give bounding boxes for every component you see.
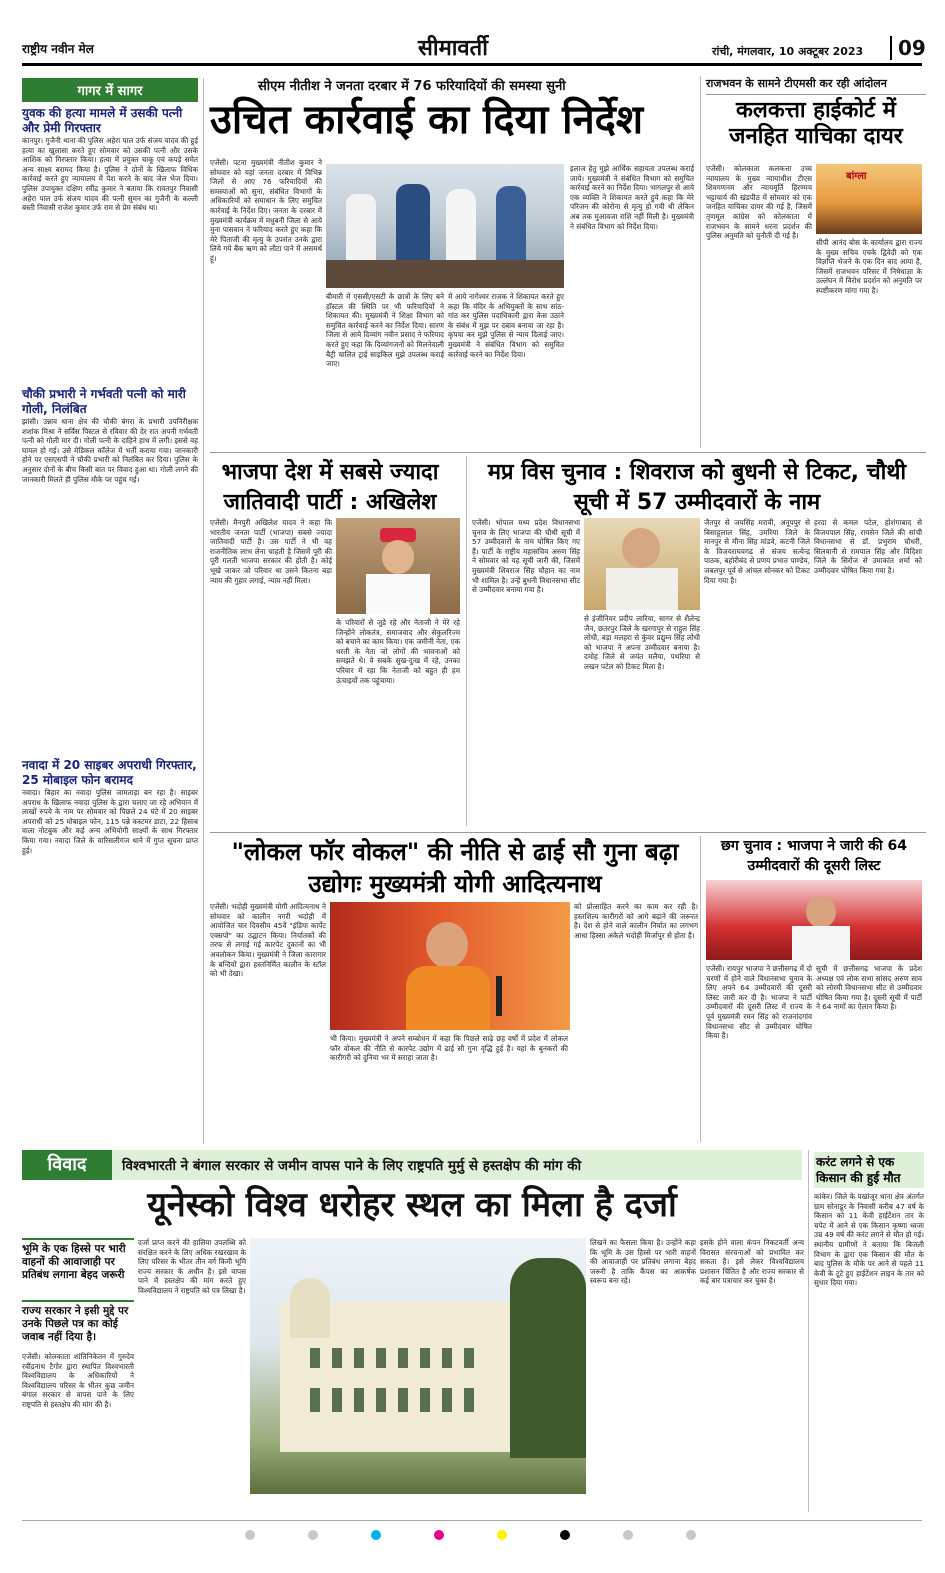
vivad-pull-2: राज्य सरकार ने इसी मुद्दे पर उनके पिछले पत्र का कोई जवाब नहीं दिया है। <box>22 1300 134 1344</box>
cg-col-2: सूची में छत्तीसगढ़ भाजपा के प्रदेश अध्यक्ष एवं लोक सभा सांसद अरुण साव को लोरमी विधानसभा सीट से उम्मीदवार घोषित किया गया है। दूसरी सूची में पार्टी ने 64 नामों का ऐलान किया है। <box>816 964 922 1012</box>
yogi-col-2: भी किया। मुख्यमंत्री ने अपने सम्बोधन में कहा कि पिछले साढ़े छह वर्षों में प्रदेश में लोकल फॉर वोकल की नीति से कारपेट उद्योग में ढाई सौ गुना वृद्धि हुई है। यहां के बुनकरों की कारीगरी को दुनिया भर में सराहा जाता है। <box>330 1034 568 1063</box>
registration-dot <box>560 1530 570 1540</box>
registration-dot <box>497 1530 507 1540</box>
story-head-jhansi: चौकी प्रभारी ने गर्भवती पत्नी को मारी गोली, निलंबित <box>22 387 186 416</box>
vivad-headline: यूनेस्को विश्व धरोहर स्थल का मिला है दर्जा <box>147 1185 677 1225</box>
yogi-col-1: एजेंसी। भदोही मुख्यमंत्री योगी आदित्यनाथ ने सोमवार को कालीन नगरी भदोही में आयोजित चार दिवसीय 45वें "इंडिया कार्पेट एक्सपो" का उद्घाटन किया। निर्यातकों की तरफ से लगाई गई कारपेट दुकानों का भी अवलोकन किया। मुख्यमंत्री ने जिला कारागार के बन्दियों द्वारा हस्तनिर्मित कालीन के स्टॉल को भी देखा। <box>210 902 326 979</box>
akhilesh-col-1: एजेंसी। मैनपुरी अखिलेश यादव ने कहा कि भारतीय जनता पार्टी (भाजपा) सबसे ज्यादा जातिवादी पार्टी है। उस पार्टी ने भी वह राजनीतिक लाभ लेना चाहती है जिसमें पूरी की पूरी गलती भाजपा सरकार की होती है। कोई भूखे जाकर जो परिवार था उसने कितना बड़ा न्याय की गुहार लगाई, न्याय नहीं मिला। <box>210 518 332 585</box>
top-story-col-2: बीमारी में एससी/एसटी के छात्रों के लिए बने हॉस्टल की स्थिति पर भी फरियादियों ने शिकायत की। मुख्यमंत्री ने शिक्षा विभाग को समुचित कार्रवाई करने का निर्देश दिया। सारण जिला से आये दिव्यांग नवीन प्रसाद ने फरियाद करते हुए कहा कि दिव्यांगजनों को मिलनेवाली बैट्री चालित ट्राई साइकिल मुझे उपलब्ध कराई जाए। <box>326 292 444 369</box>
akhilesh-photo <box>336 518 460 614</box>
registration-dot <box>245 1530 255 1540</box>
top-story-col-1: एजेंसी। पटना मुख्यमंत्री नीतीश कुमार ने सोमवार को यहां जनता दरबार में विभिन्न जिलों से आए 76 फरियादियों की समस्याओं को सुना, संबंधित विभागों के अधिकारियों को समाधान के लिए समुचित कार्रवाई के निर्देश दिए। जनता के दरबार में मुख्यमंत्री कार्यक्रम में मधुबनी जिला से आये मुना पासवान ने फरियाद करते हुए कहा कि मेरे पिताजी की मृत्यु के उपरांत उनके द्वारा लिये गये बैंक ऋण को लौटा पाने में असमर्थ हूं। <box>210 158 322 263</box>
right-top-col-1: एजेंसी। कोलकाता कलकत्ता उच्च न्यायालय के मुख्य न्यायाधीश टीएस शिवगणनम और न्यायमूर्ति हिरण्मय भट्टाचार्य की खंडपीठ में सोमवार को एक जनहित याचिका दायर की गई है, जिसमें तृणमूल कांग्रेस को कोलकाता में राजभवन के सामने धरना प्रदर्शन की पुलिस अनुमति को चुनौती दी गई है। <box>706 164 812 241</box>
vivad-kicker: विश्वभारती ने बंगाल सरकार से जमीन वापस पाने के लिए राष्ट्रपति मुर्मु से हस्तक्षेप की मांग की <box>122 1158 582 1174</box>
shivraj-col-3: जैतपुर से जयसिंह मरावी, अनूपपुर से बिसाहूलाल सिंह, उमरिया जिले के मानपुर से मीना सिंह मांडवे, कटनी जिले के विजयराघवगढ़ से संजय सत्येन्द्र पाठक, बहोरीबंद से प्रणय प्रभात पाण्डेय, जबलपुर पूर्व से आंचल सोनकर को टिकट दिया गया है। <box>704 518 810 585</box>
registration-dot <box>623 1530 633 1540</box>
shivraj-headline: मप्र विस चुनाव : शिवराज को बुधनी से टिकट, चौथी सूची में 57 उम्मीदवारों के नाम <box>487 460 907 515</box>
vivad-col-1: एजेंसी। कोलकाता शांतिनिकेतन में गुरुदेव रवींद्रनाथ टैगोर द्वारा स्थापित विश्वभारती विश्वविद्यालय के अधिकारियों ने विश्वविद्यालय परिसर के भीतर कुछ जमीन बंगाल सरकार से वापस पाने के लिए राष्ट्रपति से हस्तक्षेप की मांग की है। <box>22 1352 134 1409</box>
farmer-headline: करंट लगने से एक किसान की हुई मौत <box>814 1152 924 1188</box>
right-top-col-2: सीपी आनंद बोस के कार्यालय द्वारा राज्य के मुख्य सचिव एचके द्विवेदी को एक विज्ञप्ति भेजने के एक दिन बाद आया है, जिसमें राजभवन परिसर में निषेधाज्ञा के उल्लंघन में विरोध प्रदर्शन को अनुमति पर स्पष्टीकरण मांगा गया है। <box>816 238 922 295</box>
yogi-headline: "लोकल फॉर वोकल" की नीति से ढाई सौ गुना बढ़ा उद्योगः मुख्यमंत्री योगी आदित्यनाथ <box>231 838 679 898</box>
top-story-col-3: में आये नागेश्वर राजक ने शिकायत करते हुए कहा कि मंदिर के अभियुक्तों के साथ सांठ-गांठ कर पुलिस पदाधिकारी द्वारा केस उठाने के संबंध में मुझ पर दबाव बनाया जा रहा है। कृपया कर मुझे पुलिस से न्याय दिलाई जाए। मुख्यमंत्री ने संबंधित विभाग को समुचित कार्रवाई करने का निर्देश दिया। <box>448 292 564 359</box>
janata-darbar-photo <box>326 164 564 288</box>
raman-singh-photo <box>706 880 922 960</box>
section-title: सीमावर्ती <box>418 36 488 61</box>
vivad-col-3: लिखने का फैसला किया है। उन्होंने कहा कि भूमि के उस हिस्से पर भारी वाहनों की आवाजाही पर प्रतिबंध लगाना बेहद जरूरी है ताकि कैंपस का आकर्षक स्वरूप बना रहे। <box>590 1238 696 1286</box>
story-head-kanpur: युवक की हत्या मामले में उसकी पत्नी और प्रेमी गिरफ्तार <box>22 106 183 135</box>
masthead <box>22 32 926 66</box>
farmer-text: कांकेर। जिले के पखांजूर थाना क्षेत्र अंतर्गत ग्राम सोनाडूर के निवासी करीब 47 वर्ष के किसान को 11 केवी हाईटेंशन तार के चपेट में आने से एक किसान कृष्णा ध्वजा उम्र 49 वर्ष की करंट लगने से मौत हो गई। स्थानीय ग्रामीणों ने बताया कि बिजली विभाग के द्वारा एक किसान की मौत के बाद पुलिस के मौके पर आने से पहले 11 केवी के टूटे हुए हाईटेंशन लाइन के तार को सुधार दिया गया। <box>814 1192 924 1288</box>
akhilesh-col-2: के परिवारों से जुड़े रहे और नेताजी ने मेरे रहे जिन्होंने लोकतंत्र, समाजवाद और सेकुलरिज्म को बचाने का काम किया। एक जमीनी नेता, एक धरती के नेता जो लोगों की भावनाओं को समझते थे। वे सबके सुख-दुःख में रहे, उनका परिवार में रहा कि नेताजी को बहुत ही हम ऊंचाइयों तक पहुंचाया। <box>336 618 460 685</box>
vivad-pull-1: भूमि के एक हिस्से पर भारी वाहनों की आवाजाही पर प्रतिबंध लगाना बेहद जरूरी <box>22 1238 134 1282</box>
top-story-kicker: सीएम नीतीश ने जनता दरबार में 76 फरियादियों की समस्या सुनी <box>258 79 566 94</box>
shivraj-photo <box>584 518 700 610</box>
left-column <box>22 78 198 1144</box>
top-story-col-4: इलाज हेतु मुझे आर्थिक सहायता उपलब्ध कराई जाये। मुख्यमंत्री ने संबंधित विभाग को समुचित कार्रवाई करने का निर्देश दिया। भागलपुर से आये एक व्यक्ति ने शिकायत करते हुये कहा कि मेरे परिजन की कोरोना से मृत्यु हो गयी थी लेकिन अब तक मुआवजा राशि नहीं मिली है। मुख्यमंत्री ने संबंधित विभाग को निर्देश दिया। <box>570 164 694 231</box>
vivad-banner <box>22 1150 802 1180</box>
yogi-photo <box>330 902 570 1030</box>
shivraj-col-2: से इंजीनियर प्रदीप लारिया, सागर से शैलेन्द्र जैन, छतरपुर जिले के खरगापुर से राहुल सिंह लोधी, बड़ा मलहरा से कुंवर प्रद्युम्न सिंह लोधी को भाजपा ने अपना उम्मीदवार बनाया है। दमोह जिले से जयंत मलैया, पथरिया से लखन पटेल को टिकट मिला है। <box>584 614 700 671</box>
story-text-jhansi: झांसी। उन्नाव थाना क्षेत्र की चौकी बंगरा के प्रभारी उपनिरीक्षक शशांक मिश्रा ने सर्विस पिस्टल से रविवार की देर रात अपनी गर्भवती पत्नी को गोली मार दी। गोली पत्नी के दाहिने हाथ में लगी। इससे वह घायल हो गई। उसे मेडिकल कॉलेज में भर्ती कराया गया। जानकारी होने पर एसएसपी ने चौकी प्रभारी को निलंबित कर दिया। पुलिस के अनुसार दोनों के बीच किसी बात पर विवाद हुआ था। गोली लगने की जानकारी मिलते ही पुलिस मौके पर पहुंच गई। <box>22 417 198 484</box>
gagar-banner: गागर में सागर <box>22 78 198 102</box>
akhilesh-headline: भाजपा देश में सबसे ज्यादा जातिवादी पार्टी : अखिलेश <box>221 460 439 515</box>
right-top-kicker: राजभवन के सामने टीएमसी कर रही आंदोलन <box>706 76 926 95</box>
registration-dot <box>308 1530 318 1540</box>
footer-bar <box>22 1520 922 1538</box>
vivad-tag: विवाद <box>22 1150 112 1180</box>
cg-headline: छग चुनाव : भाजपा ने जारी की 64 उम्मीदवारों की दूसरी लिस्ट <box>721 838 907 874</box>
top-story-headline: उचित कार्रवाई का दिया निर्देश <box>210 97 644 143</box>
registration-dot <box>371 1530 381 1540</box>
tmc-protest-photo: बांग्ला <box>816 164 922 234</box>
yogi-col-3: को प्रोत्साहित करने का काम कर रही है। हस्तशिल्प कारीगरों को आगे बढ़ाने की जरूरत है। देश से होने वाले कालीन निर्यात का लगभग आधा हिस्सा अकेले भदोही मिर्जापुर से होता है। <box>574 902 698 940</box>
right-top-headline: कलकत्ता हाईकोर्ट में जनहित याचिका दायर <box>729 98 903 149</box>
cg-col-1: एजेंसी। रायपुर भाजपा ने छत्तीसगढ़ में दो चरणों में होने वाले विधानसभा चुनाव के लिए अपने 64 उम्मीदवारों की दूसरी लिस्ट जारी कर दी है। भाजपा ने पार्टी उम्मीदवारों की दूसरी लिस्ट में राज्य के पूर्व मुख्यमंत्री रमन सिंह को राजनांदगांव विधानसभा सीट से उम्मीदवार घोषित किया है। <box>706 964 812 1041</box>
vivad-col-4: इसके होने वाला कंपन निकटवर्ती अन्य विरासत संरचनाओं को प्रभावित कर सकता है। इसे लेकर विश्वविद्यालय प्रशासन चिंतित है और राज्य सरकार से कई बार पत्राचार कर चुका है। <box>700 1238 804 1286</box>
visva-bharati-photo <box>250 1238 586 1494</box>
shivraj-col-4: हरदा से कमल पटेल, होशंगाबाद से विजयपाल सिंह, रायसेन जिले की सांची विधानसभा से डॉ. प्रभुराम चौधरी, सिलवानी से रामपाल सिंह और विदिशा जिले के सिरोंज से उमाकांत शर्मा को उम्मीदवार घोषित किया गया है। <box>814 518 922 575</box>
page-number: 09 <box>890 36 926 60</box>
story-text-nawada: नवादा। बिहार का नवादा पुलिस जामताड़ा बन रहा है। साइबर अपराध के खिलाफ नवादा पुलिस के द्वारा चलाए जा रहे अभियान में लाखों रुपये के नाम पर सोमवार को पिछले 24 घंटे में 20 साइबर अपराधी को 25 मोबाइल फोन, 115 पन्ने कस्टमर डाटा, 22 हिसाब वाला नोटबुक और कई अन्य अभियोगी साक्ष्यों के साथ गिरफ्तार किया गया। नवादा जिले के वारिसलीगंज थाने में गुप्त सूचना प्राप्त हुई। <box>22 788 198 855</box>
shivraj-col-1: एजेंसी। भोपाल मध्य प्रदेश विधानसभा चुनाव के लिए भाजपा की चौथी सूची में 57 उम्मीदवारों के नाम घोषित किए गए हैं। पार्टी के राष्ट्रीय महासचिव अरुण सिंह ने सोमवार को यह सूची जारी की, जिसमें मुख्यमंत्री शिवराज सिंह चौहान का नाम भी शामिल है। उन्हें बुधनी विधानसभा सीट से उम्मीदवार बनाया गया है। <box>472 518 580 595</box>
paper-name: राष्ट्रीय नवीन मेल <box>22 42 94 56</box>
registration-dot <box>434 1530 444 1540</box>
registration-dots <box>22 1525 922 1544</box>
registration-dot <box>686 1530 696 1540</box>
dateline: रांची, मंगलवार, 10 अक्टूबर 2023 <box>712 45 864 58</box>
story-head-nawada: नवादा में 20 साइबर अपराधी गिरफ्तार, 25 मोबाइल फोन बरामद <box>22 758 197 787</box>
vivad-col-2: दर्जा प्राप्त करने की हालिया उपलब्धि को संरक्षित करने के लिए अधिक रखरखाव के लिए परिसर के भीतर तीन वर्ग किमी भूमि राज्य सरकार के अधीन है। इसे वापस पाने में हस्तक्षेप की मांग करते हुए विश्वविद्यालय ने राष्ट्रपति को पत्र लिखा है। <box>138 1238 246 1295</box>
story-text-kanpur: कानपुर। गुजैनी थाना की पुलिस अहेरा पाल उर्फ संजय यादव की हुई हत्या का खुलासा करते हुए सोमवार को उसकी पत्नी और उसके आशिक को गिरफ्तार किया। हत्या में प्रयुक्त चाकू एवं कपड़े समेत अन्य साक्ष्य बरामद किया है। पुलिस ने दोनों के खिलाफ विधिक कार्रवाई करते हुए न्यायालय में पेश करने के बाद जेल भेज दिया। पुलिस उपायुक्त दक्षिण रवींद्र कुमार ने बताया कि रावतपुर निवासी अहेरा पाल उर्फ संजय यादव की पत्नी सुमन का गुजैनी के कल्ली बस्ती निवासी राजेश कुमार उर्फ राम से प्रेम संबंध था। <box>22 136 198 213</box>
